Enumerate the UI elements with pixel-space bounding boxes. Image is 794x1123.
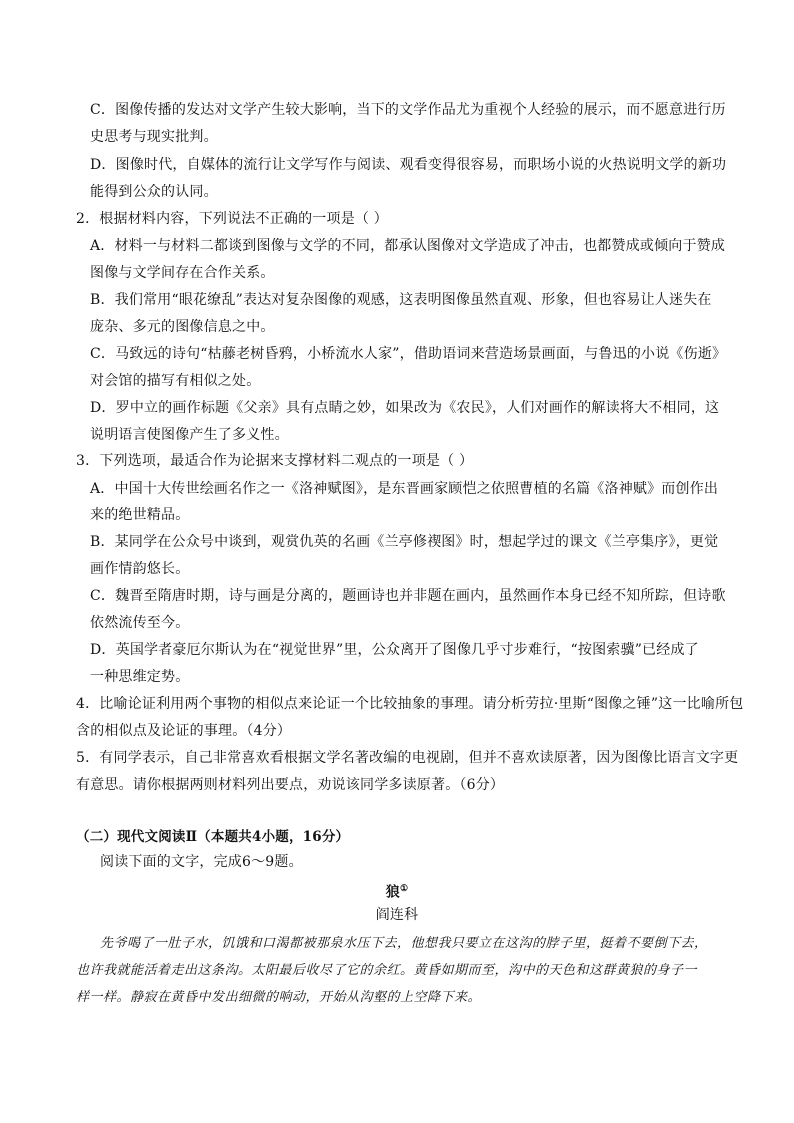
story-title <box>0 880 794 902</box>
story-author: 阎连科 <box>375 907 419 923</box>
q3-option-a-line1: A．中国十大传世绘画名作之一《洛神赋图》，是东晋画家顾恺之依照曹植的名篇《洛神赋》而创作出 <box>90 481 719 497</box>
q1-option-c-line2: 史思考与现实批判。 <box>90 129 218 145</box>
q4-line1: 4．比喻论证利用两个事物的相似点来论证一个比较抽象的事理。请分析劳拉·里斯“图像之锤”这一比喻所包 <box>76 696 744 712</box>
q1-option-d-line2: 能得到公众的认同。 <box>90 184 218 200</box>
q3-option-c-line2: 依然流传至今。 <box>90 615 190 631</box>
section-instruction: 阅读下面的文字，完成6～9题。 <box>100 854 303 870</box>
q5-line2: 有意思。请你根据两则材料列出要点，劝说该同学多读原著。（6分） <box>76 777 505 793</box>
story-para1-line1: 先爷喝了一肚子水，饥饿和口渴都被那泉水压下去，他想我只要立在这沟的脖子里，挺着不要倒下去， <box>100 936 708 951</box>
q4-line2: 含的相似点及论证的事理。（4分） <box>76 723 292 739</box>
q3-option-b-line2: 画作情韵悠长。 <box>90 561 190 577</box>
q2-option-d-line2: 说明语言使图像产生了多义性。 <box>90 427 289 443</box>
q3-option-c-line1: C．魏晋至隋唐时期，诗与画是分离的，题画诗也并非题在画内，虽然画作本身已经不知所踪，但诗歌 <box>90 588 726 604</box>
q2-option-d-line1: D．罗中立的画作标题《父亲》具有点睛之妙，如果改为《农民》，人们对画作的解读将大不相同，这 <box>90 400 720 416</box>
q2-option-b-line1: B．我们常用“眼花缭乱”表达对复杂图像的观感，这表明图像虽然直观、形象，但也容易让人迷失在 <box>90 292 712 308</box>
q3-option-b-line1: B．某同学在公众号中谈到，观赏仇英的名画《兰亭修禊图》时，想起学过的课文《兰亭集序》，更觉 <box>90 534 719 550</box>
q3-stem: 3．下列选项，最适合作为论据来支撑材料二观点的一项是（ ） <box>76 453 474 469</box>
story-title-note: ① <box>399 884 409 894</box>
section-title: （二）现代文阅读Ⅱ（本题共4小题，16分） <box>76 829 350 845</box>
story-para1-line3: 样一样。静寂在黄昏中发出细微的响动，开始从沟壑的上空降下来。 <box>76 990 482 1005</box>
q2-option-a-line2: 图像与文学间存在合作关系。 <box>90 265 275 281</box>
q1-option-d-line1: D．图像时代，自媒体的流行让文学写作与阅读、观看变得很容易，而职场小说的火热说明文学的新功 <box>90 157 727 173</box>
q2-option-a-line1: A．材料一与材料二都谈到图像与文学的不同，都承认图像对文学造成了冲击，也都赞成或倾向于赞成 <box>90 238 726 254</box>
q3-option-d-line1: D．英国学者豪厄尔斯认为在“视觉世界”里，公众离开了图像几乎寸步难行，“按图索骥”已经成了 <box>90 642 699 658</box>
story-para1-line2: 也许我就能活着走出这条沟。太阳最后收尽了它的余红。黄昏如期而至，沟中的天色和这群黄狼的身子一 <box>76 963 698 978</box>
q1-option-c-line1: C．图像传播的发达对文学产生较大影响，当下的文学作品尤为重视个人经验的展示，而不愿意进行历 <box>90 102 726 118</box>
story-title-text: 狼 <box>385 884 400 901</box>
q2-stem: 2．根据材料内容，下列说法不正确的一项是（ ） <box>76 211 388 227</box>
q3-option-d-line2: 一种思维定势。 <box>90 669 190 685</box>
q3-option-a-line2: 来的绝世精品。 <box>90 507 190 523</box>
q2-option-b-line2: 庞杂、多元的图像信息之中。 <box>90 319 275 335</box>
q2-option-c-line1: C．马致远的诗句“枯藤老树昏鸦，小桥流水人家”，借助语词来营造场景画面，与鲁迅的小说《伤逝》 <box>90 346 727 362</box>
q2-option-c-line2: 对会馆的描写有相似之处。 <box>90 373 261 389</box>
q5-line1: 5．有同学表示，自己非常喜欢看根据文学名著改编的电视剧，但并不喜欢读原著，因为图像比语言文字更 <box>76 750 739 766</box>
